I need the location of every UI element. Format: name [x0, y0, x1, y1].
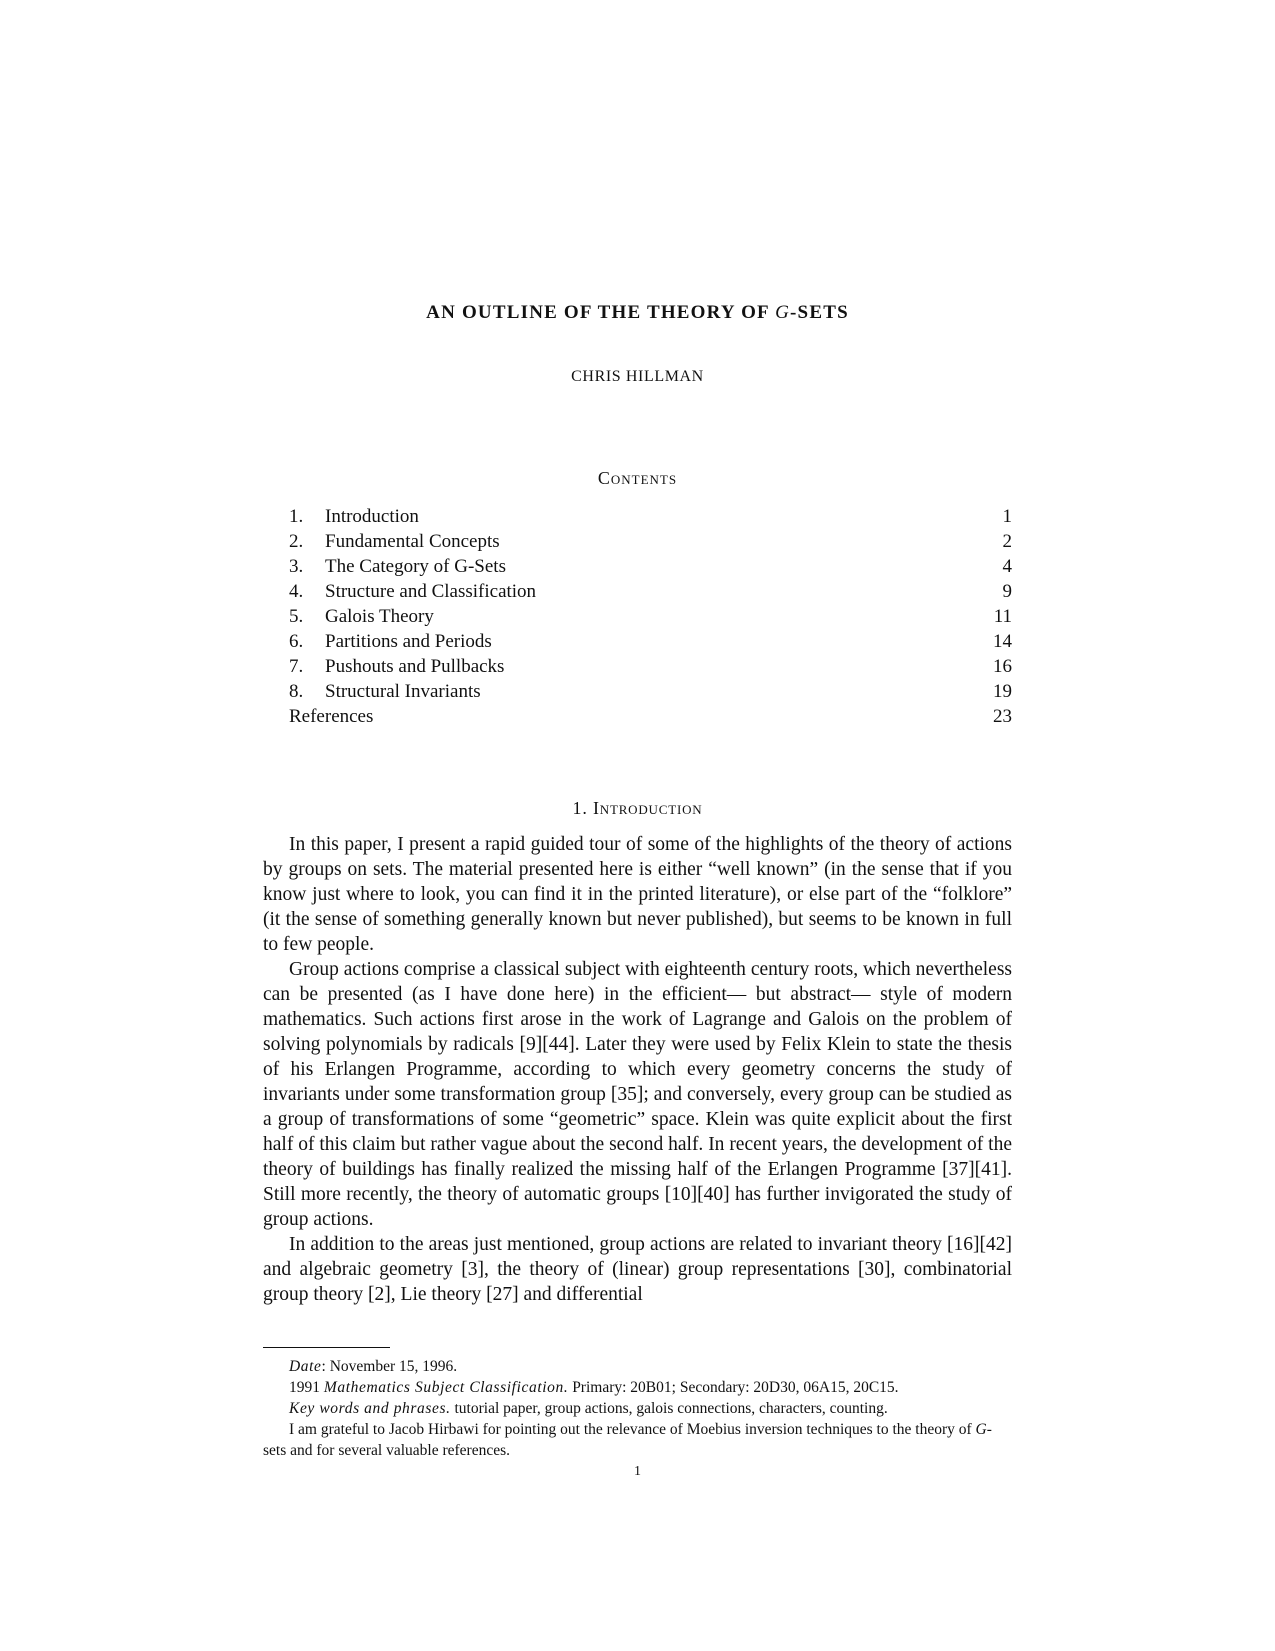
- footnote-thanks-end: -sets and for several valuable references.: [263, 1421, 992, 1459]
- footnote-acknowledgement: [263, 1419, 1012, 1461]
- table-of-contents: [289, 504, 1012, 729]
- body-paragraph: In this paper, I present a rapid guided tour of some of the highlights of the theory of actions by groups on sets. The material presented here is either “well known” (in the sense that if you know just where to look, you can find it in the printed literature), or else part of the “folklore” (it the sense of something generally known but never published), but seems to be known in full to few people.: [263, 834, 1012, 955]
- toc-entry-label: References: [289, 706, 374, 727]
- toc-entry-page: 14: [993, 631, 1012, 652]
- footnote-keywords: [263, 1398, 1012, 1419]
- footnote-msc-year: 1991: [289, 1379, 324, 1396]
- title-suffix: -SETS: [790, 302, 849, 323]
- toc-entry[interactable]: [289, 529, 1012, 554]
- section-number: 1.: [572, 798, 588, 818]
- footnote-date-value: : November 15, 1996.: [321, 1358, 458, 1375]
- footnote-keywords-label: Key words and phrases.: [289, 1400, 451, 1417]
- toc-entry[interactable]: [289, 579, 1012, 604]
- footnote-thanks-variable: G: [975, 1421, 987, 1438]
- paper-title: [0, 302, 1275, 324]
- toc-entry-number: 7.: [289, 656, 304, 677]
- toc-entry-label: The Category of G-Sets: [325, 556, 506, 577]
- toc-entry[interactable]: [289, 679, 1012, 704]
- footnote-keywords-value: tutorial paper, group actions, galois connections, characters, counting.: [450, 1400, 888, 1417]
- toc-entry-page: 9: [1002, 581, 1012, 602]
- toc-entry[interactable]: [289, 554, 1012, 579]
- section-heading: [0, 798, 1275, 819]
- toc-entry-label: Structural Invariants: [325, 681, 481, 702]
- footnote-msc: [263, 1377, 1012, 1398]
- toc-entry[interactable]: [289, 654, 1012, 679]
- toc-entry-page: 11: [993, 606, 1012, 627]
- author-name: CHRIS HILLMAN: [571, 368, 704, 385]
- section-title: Introduction: [592, 798, 703, 818]
- toc-entry[interactable]: [289, 629, 1012, 654]
- toc-entry-label: Structure and Classification: [325, 581, 537, 602]
- body-paragraph: In addition to the areas just mentioned, group actions are related to invariant theory [16][42] and algebraic geometry [3], the theory of (linear) group representations [30], combinatorial group theory [2], Lie theory [27] and differential: [263, 1234, 1012, 1305]
- toc-entry-page: 4: [1002, 556, 1012, 577]
- title-prefix: AN OUTLINE OF THE THEORY OF: [426, 302, 776, 323]
- toc-entry-number: 3.: [289, 556, 304, 577]
- toc-entry-label: Introduction: [325, 506, 419, 527]
- toc-entry-number: 1.: [289, 506, 304, 527]
- toc-entry-page: 2: [1002, 531, 1012, 552]
- toc-entry-number: 6.: [289, 631, 304, 652]
- toc-entry-number: 2.: [289, 531, 304, 552]
- footnote-thanks-text: I am grateful to Jacob Hirbawi for pointing out the relevance of Moebius inversion techniques to the theory of: [289, 1421, 976, 1438]
- toc-entry-number: 4.: [289, 581, 304, 602]
- toc-entry-page: 19: [993, 681, 1012, 702]
- toc-entry-label: Partitions and Periods: [325, 631, 492, 652]
- toc-entry-label: Fundamental Concepts: [325, 531, 500, 552]
- page-number: 1: [634, 1464, 641, 1479]
- toc-entry[interactable]: [289, 504, 1012, 529]
- body-paragraph: Group actions comprise a classical subject with eighteenth century roots, which nevertheless can be presented (as I have done here) in the efficient— but abstract— style of modern mathematics. Such actions first arose in the work of Lagrange and Galois on the problem of solving polynomials by radicals [9][44]. Later they were used by Felix Klein to state the thesis of his Erlangen Programme, according to which every geometry concerns the study of invariants under some transformation group [35]; and conversely, every group can be studied as a group of transformations of some “geometric” space. Klein was quite explicit about the first half of this claim but rather vague about the second half. In recent years, the development of the theory of buildings has finally realized the missing half of the Erlangen Programme [37][41]. Still more recently, the theory of automatic groups [10][40] has further invigorated the study of group actions.: [263, 959, 1012, 1230]
- footnote-date: [263, 1356, 1012, 1377]
- toc-entry-references[interactable]: [289, 704, 1012, 729]
- footnote-date-label: Date: [289, 1358, 322, 1375]
- toc-entry-label: Galois Theory: [325, 606, 434, 627]
- toc-entry-page: 23: [993, 706, 1012, 727]
- toc-entry-page: 16: [993, 656, 1012, 677]
- contents-heading: Contents: [597, 468, 678, 488]
- toc-entry-label: Pushouts and Pullbacks: [325, 656, 505, 677]
- title-variable: G: [775, 302, 791, 323]
- toc-entry-page: 1: [1002, 506, 1012, 527]
- footnote-msc-value: Primary: 20B01; Secondary: 20D30, 06A15, 20C15.: [568, 1379, 899, 1396]
- footnote-divider: [263, 1347, 390, 1348]
- footnotes: [263, 1356, 1012, 1461]
- body-text: [263, 832, 1012, 1307]
- toc-entry[interactable]: [289, 604, 1012, 629]
- toc-entry-number: 8.: [289, 681, 304, 702]
- footnote-msc-label: Mathematics Subject Classification.: [323, 1379, 569, 1396]
- toc-entry-number: 5.: [289, 606, 304, 627]
